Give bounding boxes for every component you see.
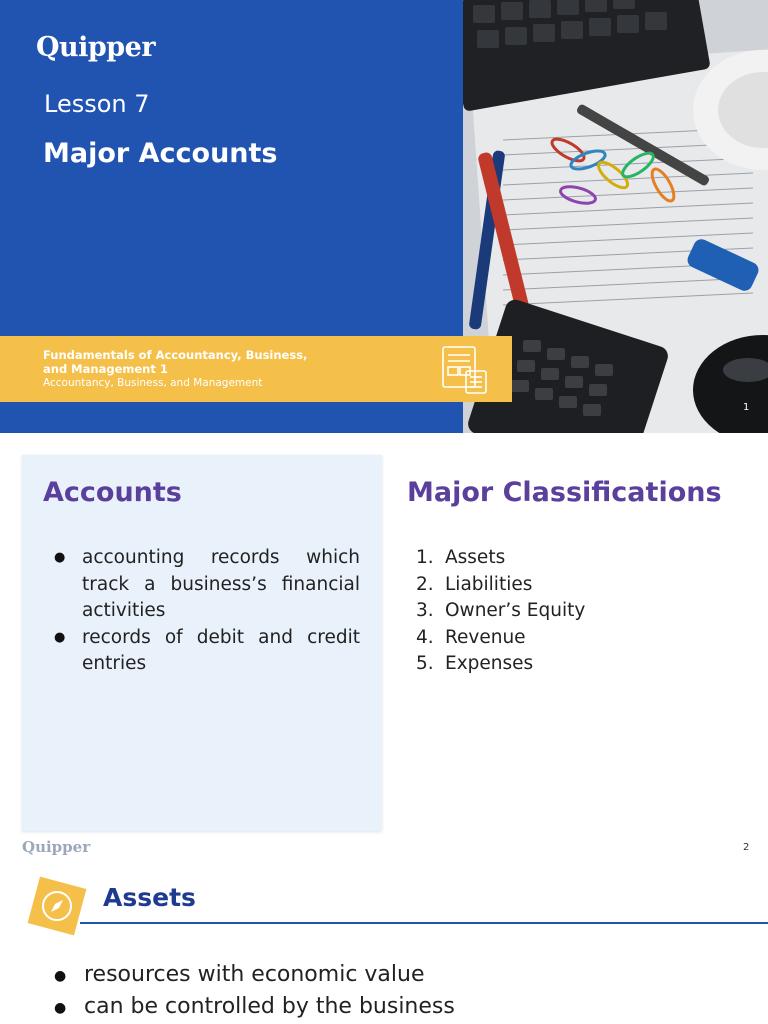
list-label: Expenses [445, 653, 534, 674]
slide-number: 2 [743, 842, 750, 853]
list-item [416, 572, 585, 599]
accounts-slide [0, 433, 768, 863]
list-item: ● can be controlled by the business [54, 991, 455, 1023]
slide-number: 1 [743, 402, 750, 413]
course-strand: Accountancy, Business, and Management [43, 377, 263, 389]
assets-slide [0, 863, 768, 1024]
list-label: Assets [445, 547, 506, 568]
document-calculator-icon [440, 345, 490, 395]
list-item [416, 545, 585, 572]
quipper-logo: Quipper [36, 32, 156, 63]
accounts-heading: Accounts [43, 477, 182, 508]
list-item: ● accounting records which track a business’s financial activities [54, 545, 360, 625]
compass-icon [27, 876, 87, 936]
list-label: Liabilities [445, 573, 533, 595]
classifications-list [416, 545, 585, 678]
lesson-label: Lesson 7 [44, 90, 150, 118]
list-label: Owner’s Equity [445, 600, 586, 621]
list-item [416, 598, 585, 625]
list-label: Revenue [445, 626, 526, 648]
quipper-footer-logo: Quipper [22, 838, 91, 856]
list-item: ● records of debit and credit entries [54, 625, 360, 678]
title-divider [80, 922, 768, 924]
course-name-line1: Fundamentals of Accountancy, Business, [43, 348, 308, 362]
list-number: 3. [416, 600, 434, 621]
title-slide [0, 0, 768, 433]
assets-bullet-list [54, 959, 455, 1023]
list-number: 1. [416, 547, 434, 568]
course-name-line2: and Management 1 [43, 362, 168, 376]
classifications-heading: Major Classifications [407, 477, 722, 508]
accounts-bullet-list [54, 545, 360, 678]
list-item [416, 651, 585, 678]
list-number: 5. [416, 653, 434, 674]
list-number: 2. [416, 573, 434, 595]
list-item: ● resources with economic value [54, 959, 455, 991]
course-name [43, 348, 343, 376]
assets-title: Assets [103, 883, 196, 912]
list-number: 4. [416, 626, 434, 648]
lesson-title: Major Accounts [43, 138, 278, 169]
list-item [416, 625, 585, 652]
